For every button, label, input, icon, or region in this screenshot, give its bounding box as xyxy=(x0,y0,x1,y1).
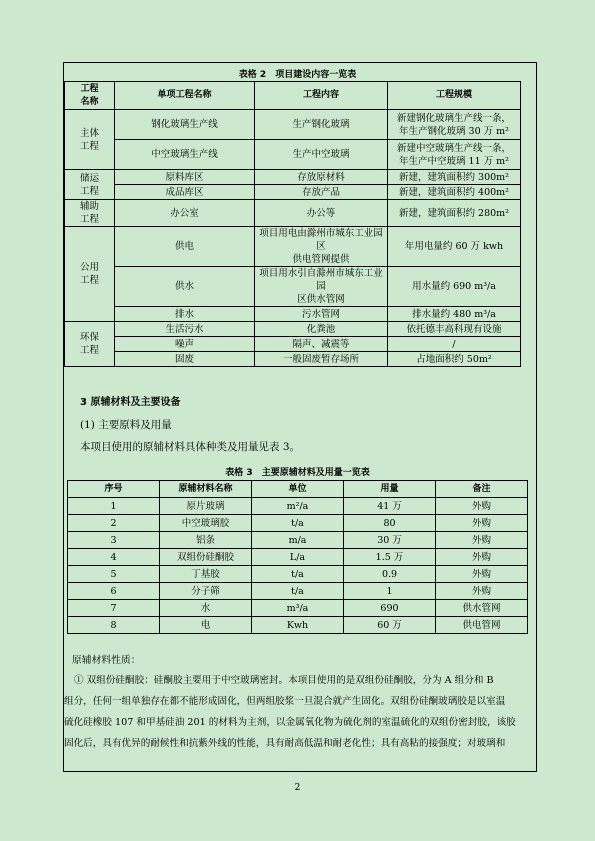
cell-序号: 6 xyxy=(68,583,160,600)
cell-单位: L/a xyxy=(252,549,344,566)
cell-用量: 80 xyxy=(344,515,436,532)
cell-原辅材料名称: 原片玻璃 xyxy=(160,498,252,515)
paragraph-line: 组分，任何一组单独存在都不能形成固化，但两组胶浆一旦混合就产生固化。双组份硅酮玻璃胶是以室温 xyxy=(64,696,506,707)
cell-备注: 外购 xyxy=(436,515,528,532)
cell-scale: 新建钢化玻璃生产线一条， 年生产钢化玻璃 30 万 m² xyxy=(388,110,521,140)
cell-单位: m/a xyxy=(252,532,344,549)
table-row xyxy=(68,532,528,549)
materials-table xyxy=(67,480,528,634)
table-row xyxy=(65,170,521,185)
table-row xyxy=(68,498,528,515)
cell-scale: 年用电量约 60 万 kwh xyxy=(388,227,521,267)
cell-用量: 41 万 xyxy=(344,498,436,515)
cell-单位: t/a xyxy=(252,515,344,532)
cell-scale: 用水量约 690 m³/a xyxy=(388,267,521,307)
cell-原辅材料名称: 分子筛 xyxy=(160,583,252,600)
cell-序号: 5 xyxy=(68,566,160,583)
cell-序号: 1 xyxy=(68,498,160,515)
group-name: 主体 工程 xyxy=(65,110,115,170)
cell-item: 办公室 xyxy=(115,200,255,227)
cell-scale: 新建，建筑面积约 280m² xyxy=(388,200,521,227)
table-row xyxy=(65,307,521,322)
cell-原辅材料名称: 电 xyxy=(160,617,252,634)
cell-序号: 7 xyxy=(68,600,160,617)
table3-header-4: 备注 xyxy=(436,481,528,498)
table3-header-1: 原辅材料名称 xyxy=(160,481,252,498)
cell-单位: m³/a xyxy=(252,600,344,617)
cell-用量: 60 万 xyxy=(344,617,436,634)
table-row xyxy=(68,549,528,566)
cell-用量: 1 xyxy=(344,583,436,600)
cell-单位: m²/a xyxy=(252,498,344,515)
cell-scale: 新建，建筑面积约 400m² xyxy=(388,185,521,200)
table2-header-0: 工程 名称 xyxy=(65,82,115,110)
cell-单位: t/a xyxy=(252,583,344,600)
cell-用量: 690 xyxy=(344,600,436,617)
table-row xyxy=(65,227,521,267)
group-name: 环保 工程 xyxy=(65,322,115,367)
table-row xyxy=(68,515,528,532)
table3-header-0: 序号 xyxy=(68,481,160,498)
cell-单位: t/a xyxy=(252,566,344,583)
cell-content: 存放产品 xyxy=(255,185,388,200)
cell-content: 生产钢化玻璃 xyxy=(255,110,388,140)
cell-备注: 外购 xyxy=(436,566,528,583)
table-row xyxy=(65,337,521,352)
cell-scale: 依托德丰高科现有设施 xyxy=(388,322,521,337)
properties-title: 原辅材料性质： xyxy=(72,655,141,666)
cell-用量: 1.5 万 xyxy=(344,549,436,566)
page-number: 2 xyxy=(294,783,301,793)
cell-单位: Kwh xyxy=(252,617,344,634)
table-row xyxy=(65,200,521,227)
section-heading: 3 原辅材料及主要设备 xyxy=(80,397,181,408)
table3-header-2: 单位 xyxy=(252,481,344,498)
cell-备注: 外购 xyxy=(436,498,528,515)
table-row xyxy=(65,110,521,140)
table-row xyxy=(65,322,521,337)
cell-备注: 外购 xyxy=(436,532,528,549)
table2-header-1: 单项工程名称 xyxy=(115,82,255,110)
cell-item: 生活污水 xyxy=(115,322,255,337)
cell-原辅材料名称: 铝条 xyxy=(160,532,252,549)
cell-用量: 0.9 xyxy=(344,566,436,583)
cell-备注: 供水管网 xyxy=(436,600,528,617)
table2-header-2: 工程内容 xyxy=(255,82,388,110)
cell-原辅材料名称: 丁基胶 xyxy=(160,566,252,583)
cell-content: 污水管网 xyxy=(255,307,388,322)
cell-序号: 3 xyxy=(68,532,160,549)
cell-item: 钢化玻璃生产线 xyxy=(115,110,255,140)
project-content-table xyxy=(64,81,521,367)
cell-content: 一般固废暂存场所 xyxy=(255,352,388,367)
cell-scale: 占地面积约 50m² xyxy=(388,352,521,367)
cell-content: 项目用电由滁州市城东工业园区 供电管网提供 xyxy=(255,227,388,267)
cell-备注: 供电管网 xyxy=(436,617,528,634)
cell-scale: 新建中空玻璃生产线一条， 年生产中空玻璃 11 万 m² xyxy=(388,140,521,170)
cell-item: 供电 xyxy=(115,227,255,267)
cell-序号: 4 xyxy=(68,549,160,566)
cell-item: 供水 xyxy=(115,267,255,307)
cell-item: 原料库区 xyxy=(115,170,255,185)
table-row xyxy=(68,566,528,583)
cell-item: 排水 xyxy=(115,307,255,322)
cell-原辅材料名称: 双组份硅酮胶 xyxy=(160,549,252,566)
cell-序号: 8 xyxy=(68,617,160,634)
table3-header-3: 用量 xyxy=(344,481,436,498)
cell-item: 固废 xyxy=(115,352,255,367)
cell-scale: / xyxy=(388,337,521,352)
paragraph-line: 硫化硅橡胶 107 和甲基硅油 201 的材料为主剂，以金属氧化物为硫化剂的室温硫化的双组份密封胶，该胶 xyxy=(64,717,516,728)
cell-原辅材料名称: 中空玻璃胶 xyxy=(160,515,252,532)
subheading: (1) 主要原料及用量 xyxy=(80,419,172,431)
table-row xyxy=(68,617,528,634)
table-row xyxy=(68,600,528,617)
cell-原辅材料名称: 水 xyxy=(160,600,252,617)
table2-header-3: 工程规模 xyxy=(388,82,521,110)
cell-scale: 排水量约 480 m³/a xyxy=(388,307,521,322)
cell-content: 存放原材料 xyxy=(255,170,388,185)
table-row xyxy=(68,583,528,600)
cell-content: 隔声、减震等 xyxy=(255,337,388,352)
table2-caption: 表格 2 项目建设内容一览表 xyxy=(238,70,357,80)
cell-备注: 外购 xyxy=(436,549,528,566)
cell-content: 化粪池 xyxy=(255,322,388,337)
group-name: 储运 工程 xyxy=(65,170,115,200)
cell-item: 成品库区 xyxy=(115,185,255,200)
cell-item: 中空玻璃生产线 xyxy=(115,140,255,170)
table-row xyxy=(65,267,521,307)
cell-content: 办公等 xyxy=(255,200,388,227)
table-row xyxy=(65,185,521,200)
properties-paragraph xyxy=(64,670,532,754)
cell-scale: 新建，建筑面积约 300m² xyxy=(388,170,521,185)
paragraph-line: ① 双组份硅酮胶：硅酮胶主要用于中空玻璃密封。本项目使用的是双组份硅酮胶，分为 A 组分和 B xyxy=(74,675,494,686)
table3-caption: 表格 3 主要原辅材料及用量一览表 xyxy=(225,468,370,478)
group-name: 公用 工程 xyxy=(65,227,115,322)
cell-content: 项目用水引自滁州市城东工业园 区供水管网 xyxy=(255,267,388,307)
cell-content: 生产中空玻璃 xyxy=(255,140,388,170)
cell-备注: 外购 xyxy=(436,583,528,600)
table-row xyxy=(65,140,521,170)
cell-item: 噪声 xyxy=(115,337,255,352)
paragraph-line: 固化后，具有优异的耐候性和抗紫外线的性能，具有耐高低温和耐老化性；具有高粘的接强度；对玻璃和 xyxy=(64,738,506,749)
table-row xyxy=(65,352,521,367)
intro-text: 本项目使用的原辅材料具体种类及用量见表 3。 xyxy=(80,441,301,453)
cell-用量: 30 万 xyxy=(344,532,436,549)
cell-序号: 2 xyxy=(68,515,160,532)
group-name: 辅助 工程 xyxy=(65,200,115,227)
